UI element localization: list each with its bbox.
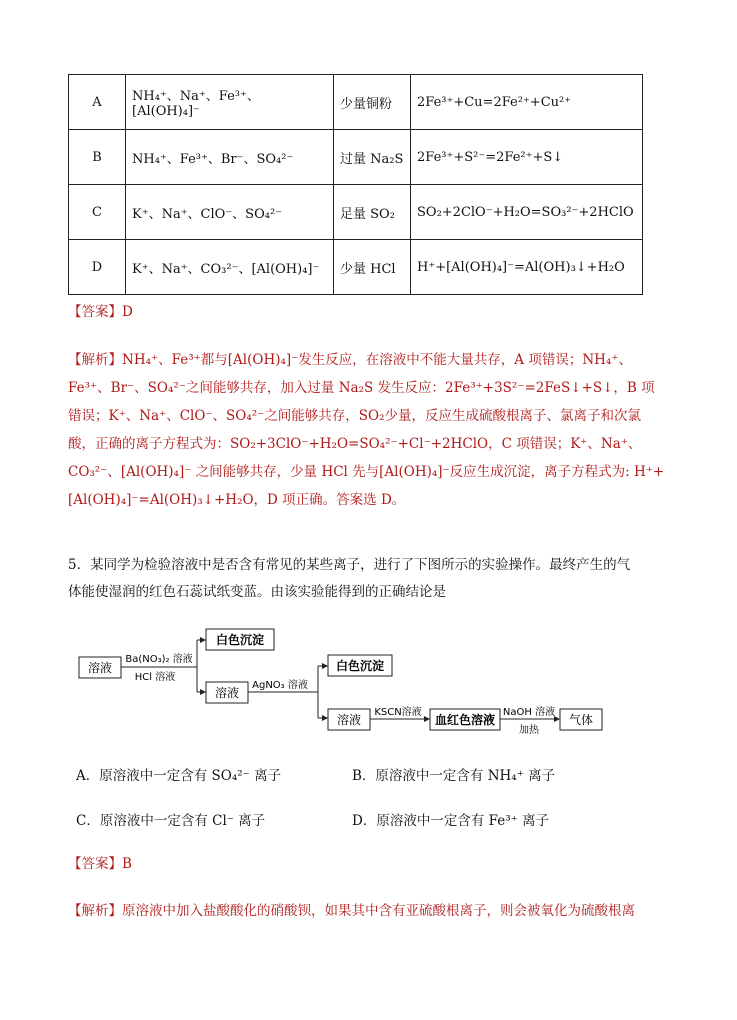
reagent-3-label: KSCN溶液: [374, 707, 422, 718]
option-c: C．原溶液中一定含有 Cl⁻ 离子: [76, 813, 266, 829]
solution-2-label: 溶液: [214, 686, 240, 700]
analysis-2: 【解析】原溶液中加入盐酸酸化的硝酸钡，如果其中含有亚硫酸根离子，则会被氧化为硫酸根离: [68, 903, 635, 919]
option-cell: C: [69, 185, 126, 240]
reagent-1-bottom: HCl 溶液: [134, 672, 176, 683]
ions-cell: K⁺、Na⁺、CO₃²⁻、[Al(OH)₄]⁻: [126, 240, 334, 295]
reagent-cell: 过量 Na₂S: [334, 130, 411, 185]
reagent-cell: 少量铜粉: [334, 75, 411, 130]
option-cell: A: [69, 75, 126, 130]
option-cell: B: [69, 130, 126, 185]
option-d: D．原溶液中一定含有 Fe³⁺ 离子: [352, 813, 550, 829]
equation-cell: 2Fe³⁺+Cu=2Fe²⁺+Cu²⁺: [411, 75, 643, 130]
reagent-cell: 少量 HCl: [334, 240, 411, 295]
reagent-cell: 足量 SO₂: [334, 185, 411, 240]
ions-cell: NH₄⁺、Na⁺、Fe³⁺、[Al(OH)₄]⁻: [126, 75, 334, 130]
start-solution-label: 溶液: [87, 661, 113, 675]
equation-cell: SO₂+2ClO⁻+H₂O=SO₃²⁻+2HClO: [411, 185, 643, 240]
analysis-1: 【解析】NH₄⁺、Fe³⁺都与[Al(OH)₄]⁻发生反应，在溶液中不能大量共存，A 项错误；NH₄⁺、Fe³⁺、Br⁻、SO₄²⁻之间能够共存，加入过量 Na₂S 发生反应：2Fe³⁺+3S²⁻=2FeS↓+S↓，B 项错误；K⁺、Na⁺、ClO⁻、SO₄²⁻之间能够共存，SO₂少量，反应生成硫酸根离子、氯离子和次氯酸，正确的离子方程式为：SO₂+3ClO⁻+H₂O=SO₄²⁻+Cl⁻+2HClO，C 项错误；K⁺、Na⁺、CO₃²⁻、[Al(OH)₄]⁻ 之间能够共存，少量 HCl 先与[Al(OH)₄]⁻反应生成沉淀，离子方程式为: H⁺+[Al(OH)₄]⁻=Al(OH)₃↓+H₂O，D 项正确。答案选 D。: [68, 352, 665, 508]
solution-3-label: 溶液: [336, 713, 362, 727]
question-5-line-2: 体能使湿润的红色石蕊试纸变蓝。由该实验能得到的正确结论是: [68, 584, 446, 600]
equation-cell: H⁺+[Al(OH)₄]⁻=Al(OH)₃↓+H₂O: [411, 240, 643, 295]
reagent-1-top: Ba(NO₃)₂ 溶液: [125, 654, 193, 665]
ions-cell: NH₄⁺、Fe³⁺、Br⁻、SO₄²⁻: [126, 130, 334, 185]
answer-1: 【答案】D: [68, 304, 133, 320]
option-cell: D: [69, 240, 126, 295]
equation-cell: 2Fe³⁺+S²⁻=2Fe²⁺+S↓: [411, 130, 643, 185]
reagent-4-top: NaOH 溶液: [502, 707, 556, 718]
white-precipitate-1-label: 白色沉淀: [215, 633, 265, 647]
reagent-2-label: AgNO₃ 溶液: [252, 680, 308, 691]
option-a: A．原溶液中一定含有 SO₄²⁻ 离子: [76, 768, 282, 784]
gas-label: 气体: [568, 713, 594, 727]
option-b: B．原溶液中一定含有 NH₄⁺ 离子: [352, 768, 556, 784]
question-5-line-1: 5．某同学为检验溶液中是否含有常见的某些离子，进行了下图所示的实验操作。最终产生的气: [68, 557, 631, 573]
reagent-4-bottom: 加热: [519, 725, 539, 736]
answer-2: 【答案】B: [68, 856, 132, 872]
ions-cell: K⁺、Na⁺、ClO⁻、SO₄²⁻: [126, 185, 334, 240]
blood-red-solution-label: 血红色溶液: [434, 713, 496, 727]
white-precipitate-2-label: 白色沉淀: [335, 659, 385, 673]
